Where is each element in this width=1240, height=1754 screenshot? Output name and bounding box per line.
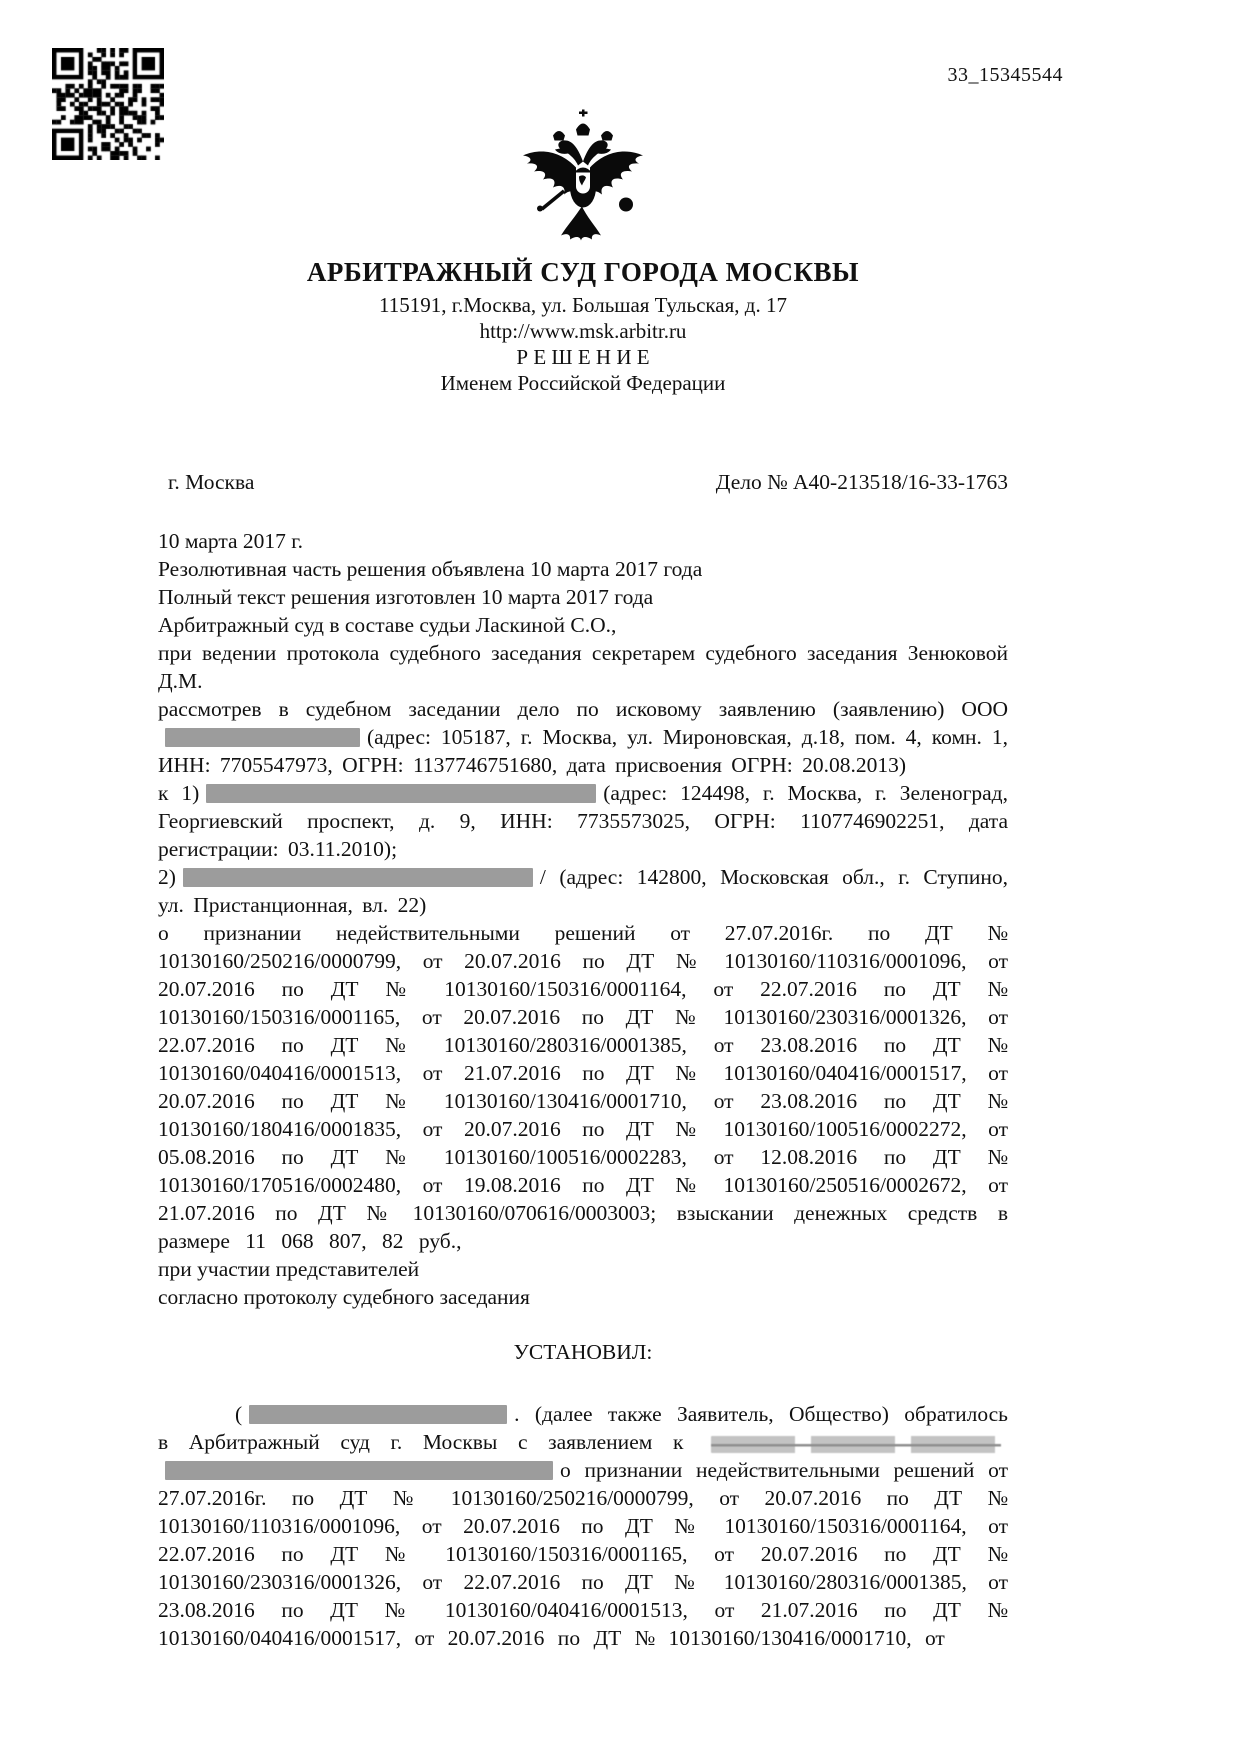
subject-paragraph: о признании недействительными решений от 27.07.2016г. по ДТ № 10130160/250216/0000799, от 20.07.2016 по ДТ № 10130160/110316/0001096, от 20.07.2016 по ДТ № 10130160/150316/0001164, от 22.07.2016 по ДТ № 10130160/150316/0001165, от 20.07.2016 по ДТ № 10130160/230316/0001326, от 22.07.2016 по ДТ № 10130160/280316/0001385, от 23.08.2016 по ДТ № 10130160/040416/0001513, от 21.07.2016 по ДТ № 10130160/040416/0001517, от 20.07.2016 по ДТ № 10130160/130416/0001710, от 23.08.2016 по ДТ № 10130160/180416/0001835, от 20.07.2016 по ДТ № 10130160/100516/0002272, от 05.08.2016 по ДТ № 10130160/100516/0002283, от 12.08.2016 по ДТ № 10130160/170516/0002480, от 19.08.2016 по ДТ № 10130160/250516/0002672, от 21.07.2016 по ДТ № 10130160/070616/0003003; взыскании денежных средств в размере 11 068 807, 82 руб., xyxy=(158,921,1008,1253)
judge-line: Арбитражный суд в составе судьи Ласкиной С.О., xyxy=(158,613,617,637)
case-row xyxy=(158,470,1008,495)
established-paragraph xyxy=(158,1400,1008,1652)
redaction-bar-respondent-continued xyxy=(165,1461,553,1480)
redaction-bar-respondent2 xyxy=(183,868,533,887)
respondent2-paragraph xyxy=(158,863,1008,919)
redaction-strikethrough-respondent xyxy=(711,1436,1001,1453)
respondent1-address: (адрес: 124498, г. Москва, г. Зеленоград, Георгиевский проспект, д. 9, ИНН: 7735573025, ОГРН: 1107746902251, дата регистрации: 03.11.2010); xyxy=(158,781,1008,861)
decision-title: Р Е Ш Е Н И Е xyxy=(516,345,650,369)
respondent1-index: к 1) xyxy=(158,781,200,805)
respondent2-address: / (адрес: 142800, Московская обл., г. Ступино, ул. Пристанционная, вл. 22) xyxy=(158,865,1008,917)
claim-lead: рассмотрев в судебном заседании дело по исковому заявлению (заявлению) ООО xyxy=(158,697,1008,721)
established-lead: . (далее также Заявитель, Общество) обратилось в Арбитражный суд г. Москвы с заявлением к xyxy=(158,1402,1008,1454)
claimant-paragraph xyxy=(158,695,1008,779)
qr-code-icon xyxy=(52,48,164,160)
case-number: Дело № А40-213518/16-33-1763 xyxy=(715,470,1008,494)
full-text-line: Полный текст решения изготовлен 10 марта 2017 года xyxy=(158,585,654,609)
secretary-line: при ведении протокола судебного заседания секретарем судебного заседания Зенюковой Д.М. xyxy=(158,641,1008,693)
redaction-bar-respondent1 xyxy=(206,784,596,803)
protocol-line: согласно протоколу судебного заседания xyxy=(158,1285,530,1309)
claimant-address: (адрес: 105187, г. Москва, ул. Мироновская, д.18, пом. 4, комн. 1, ИНН: 7705547973, ОГРН: 1137746751680, дата присвоения ОГРН: 20.08.2013) xyxy=(158,725,1008,777)
court-header xyxy=(158,256,1008,396)
redaction-bar-claimant xyxy=(165,728,360,747)
document-number: 33_15345544 xyxy=(947,64,1063,86)
decision-body xyxy=(158,527,1008,1652)
established-claims: о признании недействительными решений от 27.07.2016г. по ДТ № 10130160/250216/0000799, от 20.07.2016 по ДТ № 10130160/110316/0001096, от 20.07.2016 по ДТ № 10130160/150316/0001164, от 22.07.2016 по ДТ № 10130160/150316/0001165, от 20.07.2016 по ДТ № 10130160/230316/0001326, от 22.07.2016 по ДТ № 10130160/280316/0001385, от 23.08.2016 по ДТ № 10130160/040416/0001513, от 21.07.2016 по ДТ № 10130160/040416/0001517, от 20.07.2016 по ДТ № 10130160/130416/0001710, от xyxy=(158,1458,1008,1650)
announced-line: Резолютивная часть решения объявлена 10 марта 2017 года xyxy=(158,557,703,581)
respondent1-paragraph xyxy=(158,779,1008,863)
decision-subtitle: Именем Российской Федерации xyxy=(440,371,726,395)
court-website: http://www.msk.arbitr.ru xyxy=(479,319,687,343)
case-city: г. Москва xyxy=(168,470,255,494)
date-line: 10 марта 2017 г. xyxy=(158,529,304,553)
respondent2-index: 2) xyxy=(158,865,176,889)
open-paren: ( xyxy=(235,1402,243,1426)
court-address: 115191, г.Москва, ул. Большая Тульская, д. 17 xyxy=(379,293,787,317)
redaction-bar-applicant xyxy=(249,1405,507,1424)
russia-coat-of-arms-icon xyxy=(513,108,653,246)
attendees-line: при участии представителей xyxy=(158,1257,420,1281)
established-heading: УСТАНОВИЛ: xyxy=(513,1340,653,1364)
court-name: АРБИТРАЖНЫЙ СУД ГОРОДА МОСКВЫ xyxy=(306,257,860,287)
